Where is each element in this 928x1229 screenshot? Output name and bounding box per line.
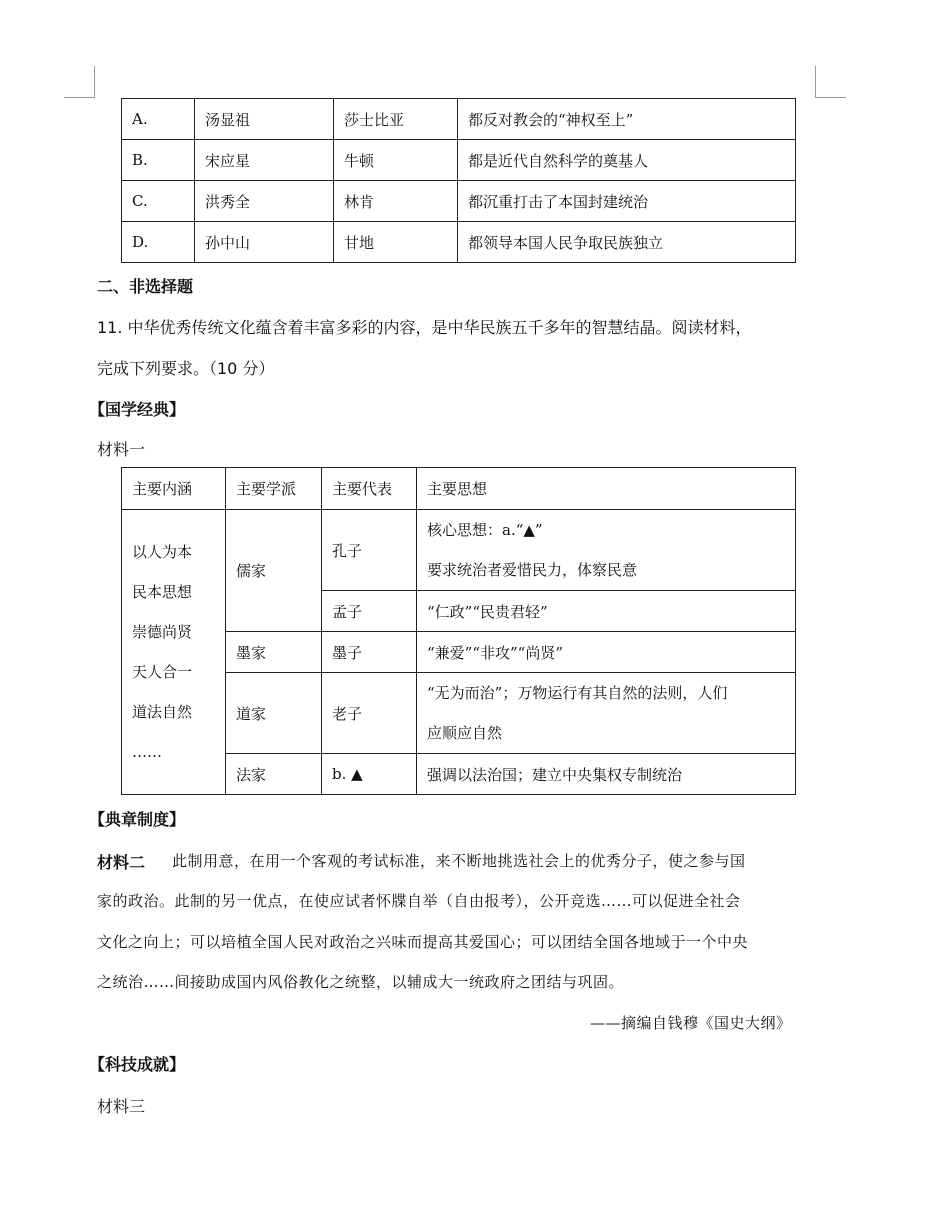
connotation-item: 崇德尚贤: [132, 623, 193, 641]
rep-mencius: 孟子: [322, 591, 417, 632]
material-1-label: 材料一: [97, 440, 146, 459]
connotation-item: 以人为本: [132, 543, 193, 561]
rep-laozi: 老子: [322, 673, 417, 754]
option-figure-2: 甘地: [334, 222, 458, 263]
rep-confucius: 孔子: [322, 510, 417, 591]
connotation-item: 天人合一: [132, 663, 193, 681]
option-figure-1: 洪秀全: [195, 181, 334, 222]
question-11-line-2: 完成下列要求。（10 分）: [97, 359, 275, 378]
material-2-label: 材料二: [97, 853, 146, 872]
option-row: [122, 181, 796, 222]
option-letter: C.: [122, 181, 195, 222]
idea-mencius: “仁政”“民贵君轻”: [417, 591, 796, 632]
option-letter: A.: [122, 99, 195, 140]
idea-line: 应顺应自然: [427, 724, 503, 742]
school-daoist: 道家: [226, 673, 322, 754]
crop-mark-left-h: [64, 97, 95, 98]
connotation-item: ……: [132, 743, 162, 761]
section-title: 二、非选择题: [97, 277, 194, 296]
crop-mark-left-v: [94, 66, 95, 98]
header-connotation: 主要内涵: [122, 468, 226, 510]
option-figure-2: 牛顿: [334, 140, 458, 181]
question-11-line-1: 11. 中华优秀传统文化蕴含着丰富多彩的内容，是中华民族五千多年的智慧结晶。阅读材料，: [97, 318, 752, 337]
option-figure-1: 宋应星: [195, 140, 334, 181]
rep-mozi: 墨子: [322, 632, 417, 673]
options-table: [121, 98, 796, 263]
option-figure-1: 汤显祖: [195, 99, 334, 140]
header-idea: 主要思想: [417, 468, 796, 510]
idea-laozi: [417, 673, 796, 754]
option-figure-1: 孙中山: [195, 222, 334, 263]
option-statement: 都反对教会的“神权至上”: [458, 99, 796, 140]
rep-legalist: b. ▲: [322, 754, 417, 795]
idea-confucius: [417, 510, 796, 591]
option-row: [122, 99, 796, 140]
table-row: [122, 510, 796, 591]
heading-keji: 【科技成就】: [89, 1055, 186, 1074]
header-representative: 主要代表: [322, 468, 417, 510]
idea-legalist: 强调以法治国；建立中央集权专制统治: [417, 754, 796, 795]
school-mohist: 墨家: [226, 632, 322, 673]
option-statement: 都是近代自然科学的奠基人: [458, 140, 796, 181]
option-letter: B.: [122, 140, 195, 181]
schools-table: [121, 467, 796, 795]
option-statement: 都领导本国人民争取民族独立: [458, 222, 796, 263]
option-statement: 都沉重打击了本国封建统治: [458, 181, 796, 222]
heading-guoxue: 【国学经典】: [89, 400, 186, 419]
material-2-line-2: 家的政治。此制的另一优点，在使应试者怀牒自举（自由报考），公开竞选……可以促进全社会: [97, 892, 741, 910]
material-2-line-3: 文化之向上；可以培植全国人民对政治之兴味而提高其爱国心；可以团结全国各地域于一个中央: [97, 933, 749, 951]
material-2-line-1: 此制用意，在用一个客观的考试标准，来不断地挑选社会上的优秀分子，使之参与国: [172, 852, 746, 870]
option-row: [122, 222, 796, 263]
crop-mark-right-h: [815, 97, 846, 98]
material-2-line-4: 之统治……间接助成国内风俗教化之统整，以辅成大一统政府之团结与巩固。: [97, 973, 625, 991]
material-3-label: 材料三: [97, 1097, 146, 1116]
option-figure-2: 林肯: [334, 181, 458, 222]
idea-mozi: “兼爱”“非攻”“尚贤”: [417, 632, 796, 673]
header-school: 主要学派: [226, 468, 322, 510]
school-confucian: 儒家: [226, 510, 322, 632]
idea-line: “无为而治”；万物运行有其自然的法则，人们: [427, 684, 728, 702]
option-figure-2: 莎士比亚: [334, 99, 458, 140]
table-header-row: [122, 468, 796, 510]
connotation-cell: [122, 510, 226, 795]
school-legalist: 法家: [226, 754, 322, 795]
connotation-item: 民本思想: [132, 583, 193, 601]
option-letter: D.: [122, 222, 195, 263]
heading-dianzhang: 【典章制度】: [89, 810, 186, 829]
connotation-item: 道法自然: [132, 703, 193, 721]
idea-line: 要求统治者爱惜民力，体察民意: [427, 561, 638, 579]
material-2-source: ——摘编自钱穆《国史大纲》: [590, 1014, 792, 1032]
option-row: [122, 140, 796, 181]
crop-mark-right-v: [815, 66, 816, 98]
idea-line: 核心思想：a.“▲”: [427, 521, 543, 539]
